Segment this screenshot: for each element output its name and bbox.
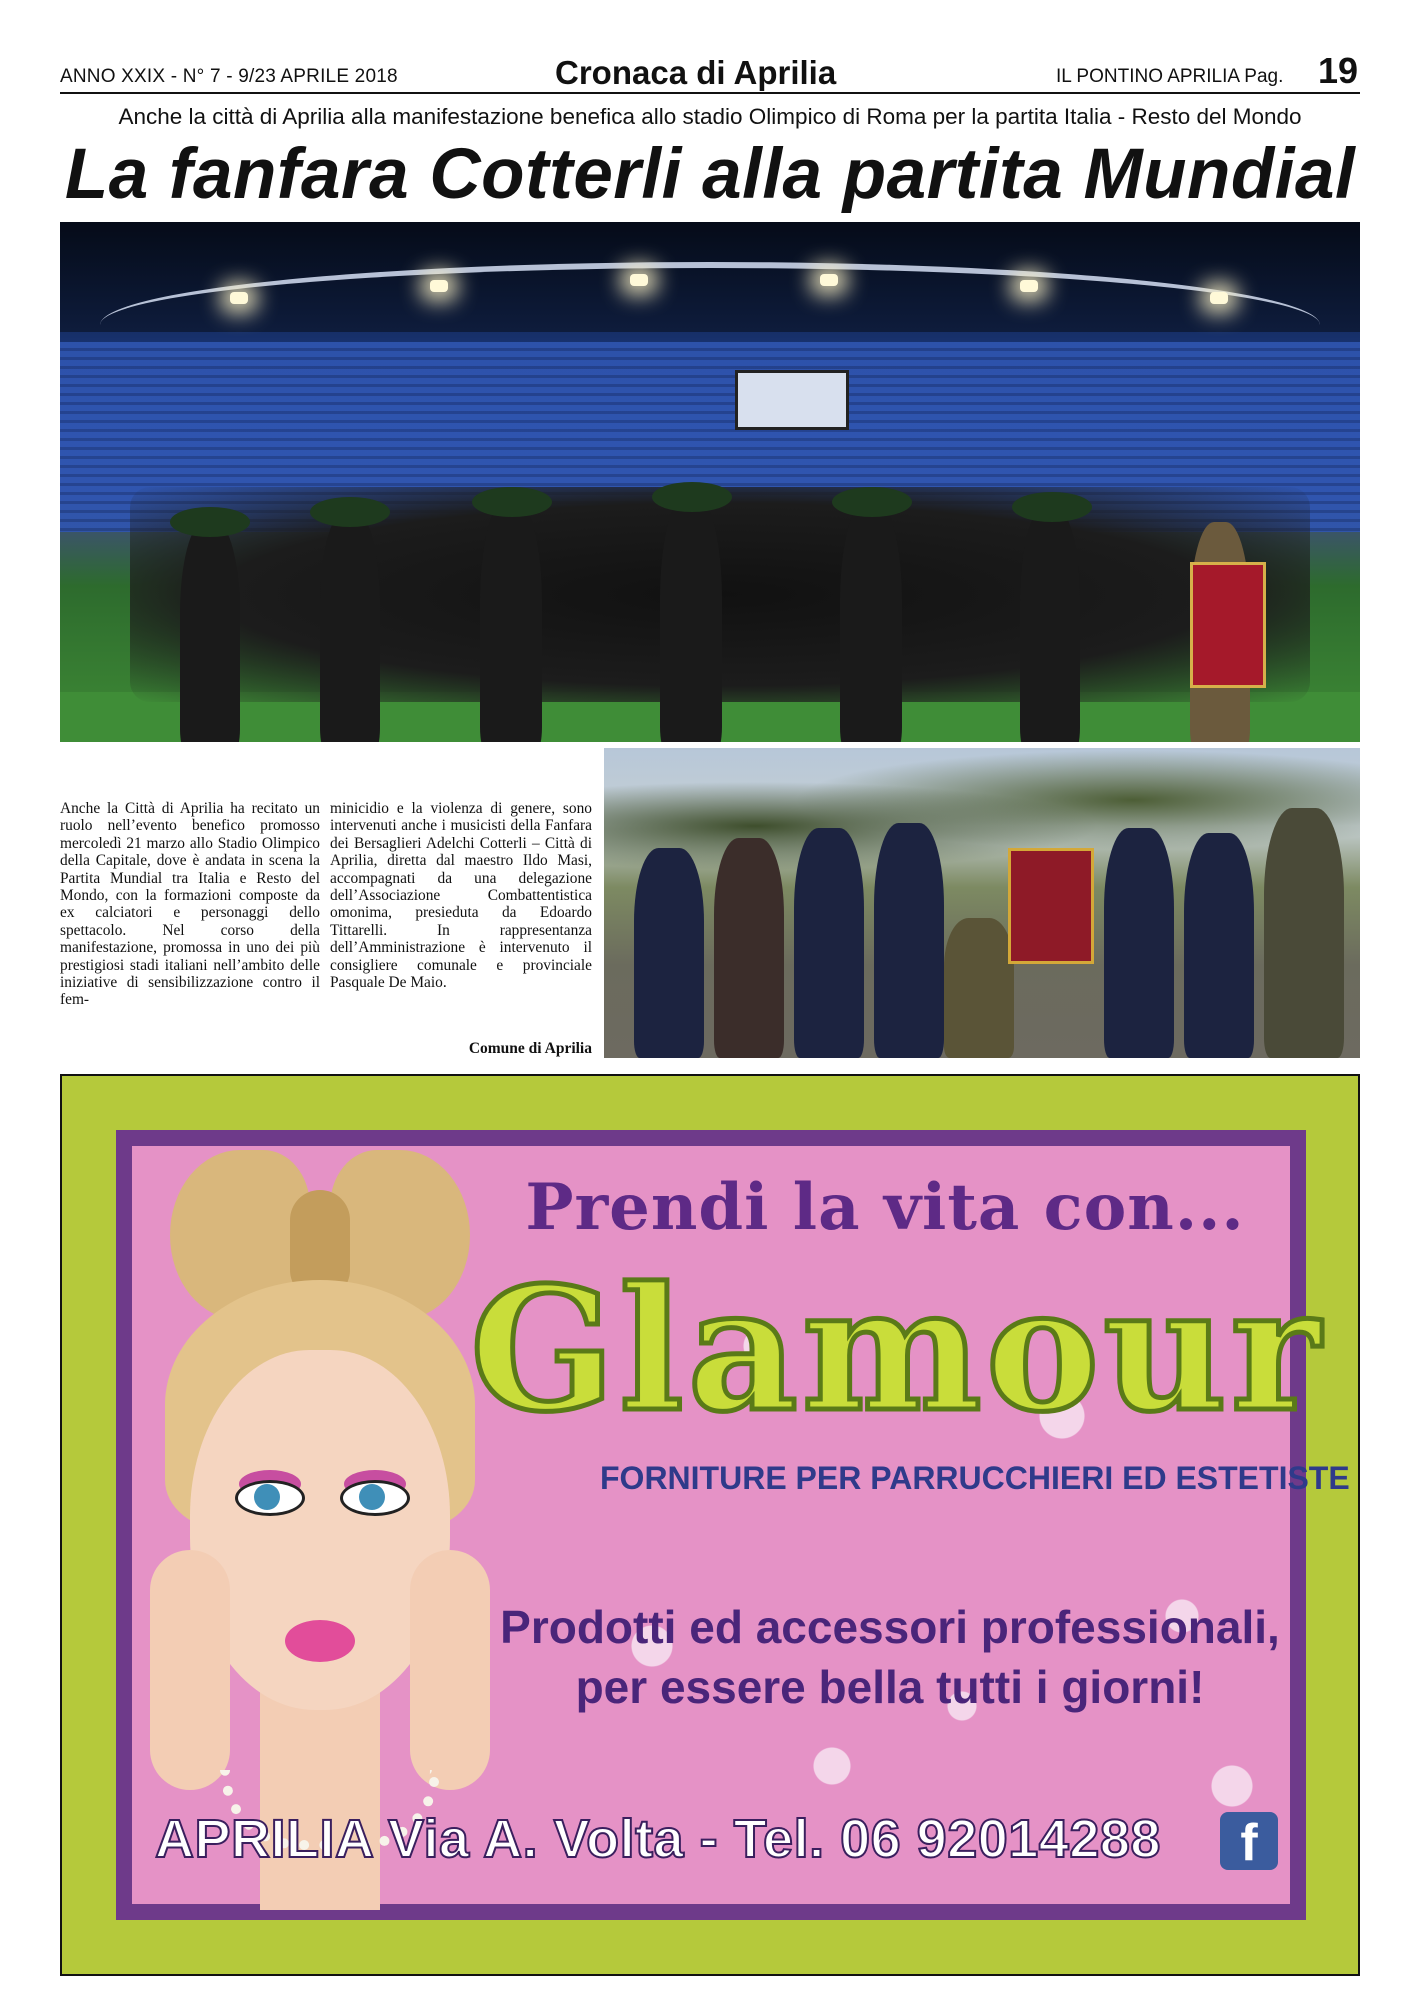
band-member [660,497,722,742]
feathered-hat [652,482,732,512]
ad-subtitle: FORNITURE PER PARRUCCHIERI ED ESTETISTE [600,1460,1350,1496]
person [714,838,784,1058]
person [794,828,864,1058]
band-member [1020,507,1080,742]
issue-info: ANNO XXIX - N° 7 - 9/23 APRILE 2018 [60,66,398,87]
publication-name: IL PONTINO APRILIA Pag. [1056,66,1284,87]
article-headline: La fanfara Cotterli alla partita Mundial [64,135,1356,214]
ad-tagline-2: per essere bella tutti i giorni! [575,1661,1205,1713]
floodlight [1210,292,1228,304]
person [874,823,944,1058]
floodlight [230,292,248,304]
feathered-hat [832,487,912,517]
person [1184,833,1254,1058]
stadium-band-photo [60,222,1360,742]
section-title: Cronaca di Aprilia [555,54,837,91]
band-member [480,502,542,742]
band-banner [1190,562,1266,688]
left-iris [254,1484,280,1510]
band-member [320,512,380,742]
floodlight [820,274,838,286]
ad-brand-logo: Glamour [470,1250,1325,1450]
floodlight [630,274,648,286]
association-banner [1008,848,1094,964]
ad-contact: APRILIA Via A. Volta - Tel. 06 92014288 [155,1809,1161,1869]
lips [285,1620,355,1662]
article-column-1: Anche la Città di Aprilia ha recitato un ruolo nell’evento benefico promosso mercoledì 21 marzo allo Stadio Olimpico della Capitale, dove è andata in scena la Partita Mundial tra Italia e Resto del Mondo, con la formazioni composte da ex calciatori e personaggi dello spettacolo. Nel corso della manifestazione, promossa in uno dei più prestigiosi stadi italiani nell’ambito delle iniziative di sensibilizzazione contro il fem- [60,800,320,1009]
ad-slogan: Prendi la vita con... [525,1170,1245,1245]
floodlight [430,280,448,292]
person [1104,828,1174,1058]
header-rule [60,92,1360,94]
page-number: 19 [1318,50,1359,91]
left-hand [150,1550,230,1790]
article-column-2: minicidio e la violenza di genere, sono intervenuti anche i musicisti della Fanfara dei Bersaglieri Adelchi Cotterli – Città di Aprilia, diretta dal maestro Ildo Masi, accompagnati da una delegazione dell’Associazione Combattentistica omonima, presieduta da Edoardo Tittarelli. In rappresentanza dell’Amministrazione è intervenuto il consigliere comunale e provinciale Pasquale De Maio. [330,800,592,992]
band-member [180,522,240,742]
person [1264,808,1344,1058]
ad-tagline-1: Prodotti ed accessori professionali, [500,1601,1280,1653]
feathered-hat [472,487,552,517]
person [944,918,1014,1058]
band-member [840,502,902,742]
facebook-icon[interactable]: f [1220,1812,1278,1870]
article-signature: Comune di Aprilia [468,1040,592,1057]
delegation-photo [604,748,1360,1058]
feathered-hat [1012,492,1092,522]
right-hand [410,1550,490,1790]
scoreboard [735,370,849,430]
right-iris [359,1484,385,1510]
article-kicker: Anche la città di Aprilia alla manifestazione benefica allo stadio Olimpico di Roma per la partita Italia - Resto del Mondo [118,104,1302,129]
floodlight [1020,280,1038,292]
feathered-hat [170,507,250,537]
model-illustration [150,1150,490,1910]
feathered-hat [310,497,390,527]
person [634,848,704,1058]
